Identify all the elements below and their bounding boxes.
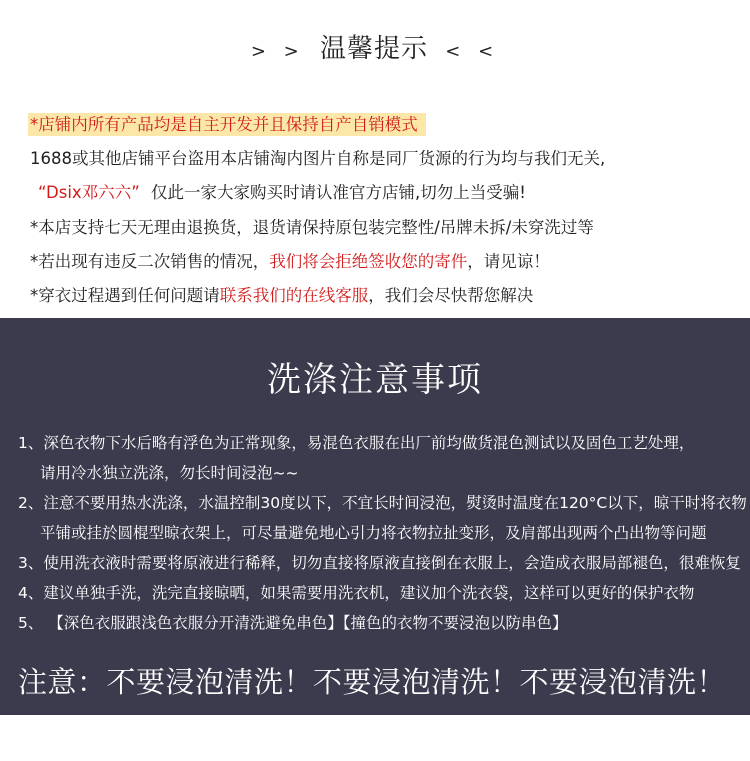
washing-item-3: 3、使用洗衣液时需要将原液进行稀释，切勿直接将原液直接倒在衣服上，会造成衣服局部褪色，很难恢复 <box>18 554 741 572</box>
washing-item-5: 5、 【深色衣服跟浅色衣服分开清洗避免串色】【撞色的衣物不要浸泡以防串色】 <box>18 614 568 632</box>
tip-line-5-end: ，请见谅！ <box>467 252 550 271</box>
washing-title: 洗涤注意事项 <box>267 360 483 400</box>
tip-line-5 <box>30 251 550 273</box>
right-arrows-icon: < < <box>445 41 500 62</box>
brand-name: “Dsix邓六六” <box>38 183 140 202</box>
tip-line-6-start: *穿衣过程遇到任何问题请 <box>30 286 220 305</box>
tips-section <box>0 0 750 318</box>
left-arrows-icon: > > <box>250 41 305 62</box>
tip-highlight: *店铺内所有产品均是自主开发并且保持自产自销模式 <box>28 113 426 136</box>
tip-line-2: 1688或其他店铺平台盗用本店铺淘内图片自称是同厂货源的行为均与我们无关, <box>30 149 606 168</box>
washing-item-2: 2、注意不要用热水洗涤，水温控制30度以下，不宜长时间浸泡，熨烫时温度在120°C以下，晾干时将衣物 <box>18 494 747 512</box>
no-soak-notice: 注意：不要浸泡清洗！不要浸泡清洗！不要浸泡清洗！ <box>18 665 727 699</box>
washing-item-1-cont: 请用冷水独立洗涤，勿长时间浸泡~~ <box>40 464 299 482</box>
tip-line-4: *本店支持七天无理由退换货，退货请保持原包装完整性/吊牌未拆/未穿洗过等 <box>30 218 594 237</box>
tip-line-5-start: *若出现有违反二次销售的情况， <box>30 252 270 271</box>
washing-item-1: 1、深色衣物下水后略有浮色为正常现象，易混色衣服在出厂前均做货混色测试以及固色工艺处理， <box>18 434 695 452</box>
tip-line-6 <box>30 285 533 307</box>
tips-header <box>0 28 750 65</box>
washing-item-4: 4、建议单独手洗，洗完直接晾晒，如果需要用洗衣机，建议加个洗衣袋，这样可以更好的保护衣物 <box>18 584 695 602</box>
washing-item-2-cont: 平铺或挂於圆棍型晾衣架上，可尽量避免地心引力将衣物拉扯变形，及肩部出现两个凸出物等问题 <box>40 524 707 542</box>
refuse-notice: 我们将会拒绝签收您的寄件 <box>269 252 468 271</box>
washing-section <box>0 318 750 715</box>
tip-line-3 <box>30 182 526 204</box>
tip-line-6-end: ，我们会尽快帮您解决 <box>368 286 534 305</box>
official-store-notice: 仅此一家大家购买时请认准官方店铺,切勿上当受骗! <box>151 183 526 202</box>
tip-line-1 <box>30 114 426 136</box>
tips-title: 温馨提示 <box>319 34 428 64</box>
customer-service-link: 联系我们的在线客服 <box>219 286 369 305</box>
